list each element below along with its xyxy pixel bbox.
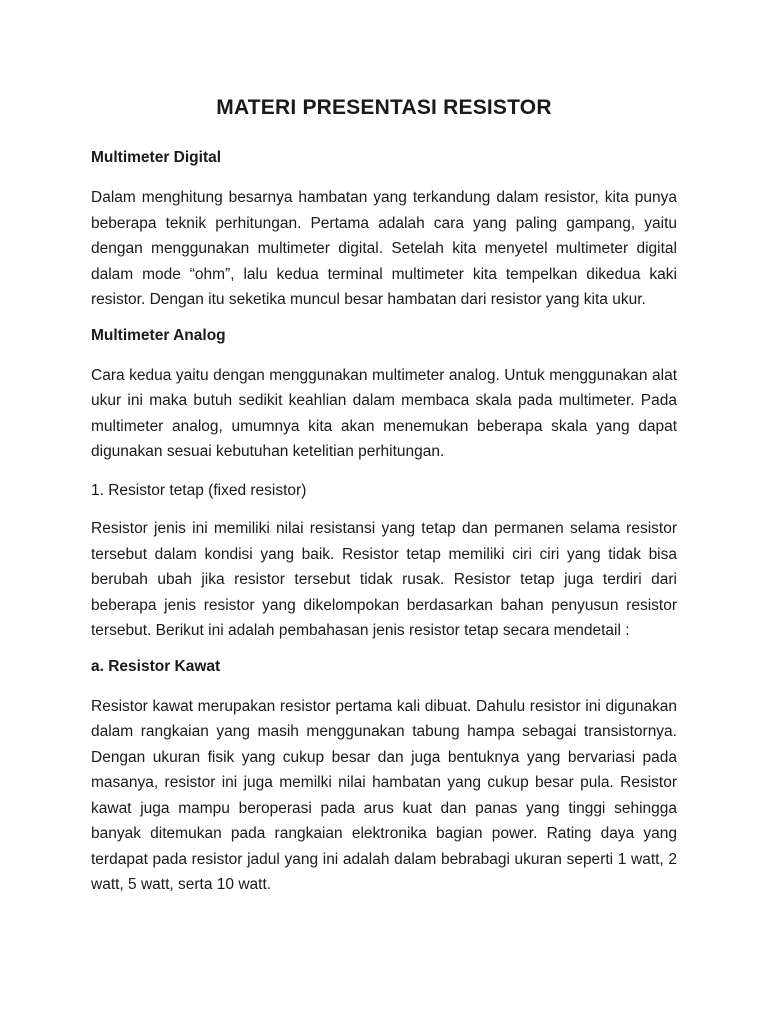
document-title: MATERI PRESENTASI RESISTOR (216, 96, 552, 119)
paragraph-multimeter-analog: Cara kedua yaitu dengan menggunakan multimeter analog. Untuk menggunakan alat ukur ini maka butuh sedikit keahlian dalam membaca skala pada multimeter. Pada multimeter analog, umumnya kita akan menemukan beberapa skala yang dapat digunakan sesuai kebutuhan ketelitian perhitungan. (91, 366, 677, 460)
section-heading-multimeter-analog: Multimeter Analog (91, 326, 226, 344)
paragraph-multimeter-digital: Dalam menghitung besarnya hambatan yang terkandung dalam resistor, kita punya beberapa teknik perhitungan. Pertama adalah cara yang paling gampang, yaitu dengan menggunakan multimeter digital. Setelah kita menyetel multimeter digital dalam mode “ohm”, lalu kedua terminal multimeter kita tempelkan dikedua kaki resistor. Dengan itu seketika muncul besar hambatan dari resistor yang kita ukur. (91, 189, 677, 308)
section-heading-multimeter-digital: Multimeter Digital (91, 149, 222, 166)
section-heading-resistor-kawat: a. Resistor Kawat (91, 657, 221, 675)
paragraph-resistor-tetap: Resistor jenis ini memiliki nilai resistansi yang tetap dan permanen selama resistor tersebut dalam kondisi yang baik. Resistor tetap memiliki ciri ciri yang tidak bisa berubah ubah jika resistor tersebut tidak rusak. Resistor tetap juga terdiri dari beberapa jenis resistor yang dikelompokan berdasarkan bahan penyusun resistor tersebut. Berikut ini adalah pembahasan jenis resistor tetap secara mendetail : (91, 520, 677, 639)
paragraph-resistor-kawat: Resistor kawat merupakan resistor pertama kali dibuat. Dahulu resistor ini digunakan dalam rangkaian yang masih menggunakan tabung hampa sebagai transistornya. Dengan ukuran fisik yang cukup besar dan juga bentuknya yang bervariasi pada masanya, resistor ini juga memilki nilai hambatan yang cukup besar pula. Resistor kawat juga mampu beroperasi pada arus kuat dan panas yang tinggi sehingga banyak ditemukan pada rangkaian elektronika bagian power. Rating daya yang terdapat pada resistor jadul yang ini adalah dalam bebrabagi ukuran seperti 1 watt, 2 watt, 5 watt, serta 10 watt. (91, 697, 677, 893)
list-item-resistor-tetap: 1. Resistor tetap (fixed resistor) (91, 481, 307, 499)
